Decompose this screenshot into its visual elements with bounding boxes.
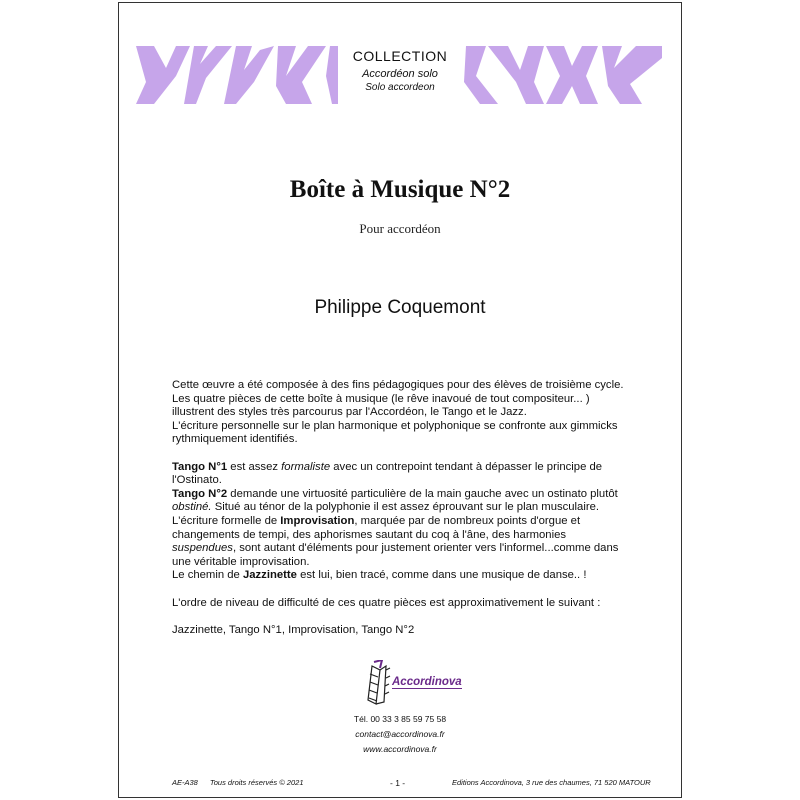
publisher-logo-text: Accordinova xyxy=(392,676,462,688)
intro-line: Les quatre pièces de cette boîte à musique (le rêve inavoué de tout compositeur... ) xyxy=(172,392,590,405)
footer-rights: Tous droits réservés © 2021 xyxy=(209,778,304,787)
footer-ref: AE-A38 xyxy=(172,778,198,787)
description-body xyxy=(172,379,642,637)
jazz-name: Jazzinette xyxy=(242,569,297,582)
impro-name: Improvisation xyxy=(280,514,355,527)
collection-label xyxy=(338,44,462,106)
jazz-line: Le chemin de Jazzinette est lui, bien tracé, comme dans une musique de danse.. ! xyxy=(172,569,587,582)
impro-line: suspendues, sont autant d'éléments pour justement orienter vers l'informel...comme dans xyxy=(172,542,619,555)
author-name: Philippe Coquemont xyxy=(314,297,486,318)
publisher-phone: Tél. 00 33 3 85 59 75 58 xyxy=(353,714,447,724)
tango2-line: obstiné. Situé au ténor de la polyphonie il est assez éprouvant sur le plan musculaire. xyxy=(172,501,600,514)
publisher-email[interactable]: contact@accordinova.fr xyxy=(355,729,445,739)
intro-line: Cette œuvre a été composée à des fins pédagogiques pour des élèves de troisième cycle. xyxy=(172,379,624,391)
document-subtitle: Pour accordéon xyxy=(359,221,441,236)
tango1-line: Tango N°1 est assez formaliste avec un contrepoint tendant à dépasser le principe de xyxy=(172,460,603,473)
tango1-name: Tango N°1 xyxy=(172,460,228,473)
difficulty-intro: L'ordre de niveau de difficulté de ces quatre pièces est approximativement le suivant : xyxy=(172,596,601,609)
publisher-website[interactable]: www.accordinova.fr xyxy=(363,744,437,754)
intro-line: rythmiquement identifiés. xyxy=(172,433,298,446)
document-title: Boîte à Musique N°2 xyxy=(289,176,511,203)
tango2-line: Tango N°2 demande une virtuosité particulière de la main gauche avec un ostinato plutôt xyxy=(172,487,618,500)
footer-address: Editions Accordinova, 3 rue des chaumes, 71 520 MATOUR xyxy=(452,778,651,787)
tango2-name: Tango N°2 xyxy=(172,487,228,500)
intro-line: illustrent des styles très parcourus par l'Accordéon, le Tango et le Jazz. xyxy=(172,406,527,419)
collection-subtitle-en: Solo accordeon xyxy=(365,82,435,93)
collection-title: COLLECTION xyxy=(352,48,448,64)
collection-subtitle-fr: Accordéon solo xyxy=(362,68,438,80)
impro-line: une véritable improvisation. xyxy=(172,555,310,568)
difficulty-order: Jazzinette, Tango N°1, Improvisation, Tango N°2 xyxy=(172,623,415,636)
impro-line: changements de tempi, des aphorismes sautant du coq à l'âne, des harmonies xyxy=(172,528,567,541)
impro-line: L'écriture formelle de Improvisation, marquée par de nombreux points d'orgue et xyxy=(172,514,581,527)
footer-left xyxy=(172,778,316,787)
tango1-line: l'Ostinato. xyxy=(172,474,222,487)
page-number: - 1 - xyxy=(390,778,406,788)
publisher-contact xyxy=(318,712,482,757)
intro-line: L'écriture personnelle sur le plan harmonique et polyphonique se confronte aux gimmicks xyxy=(172,419,618,432)
